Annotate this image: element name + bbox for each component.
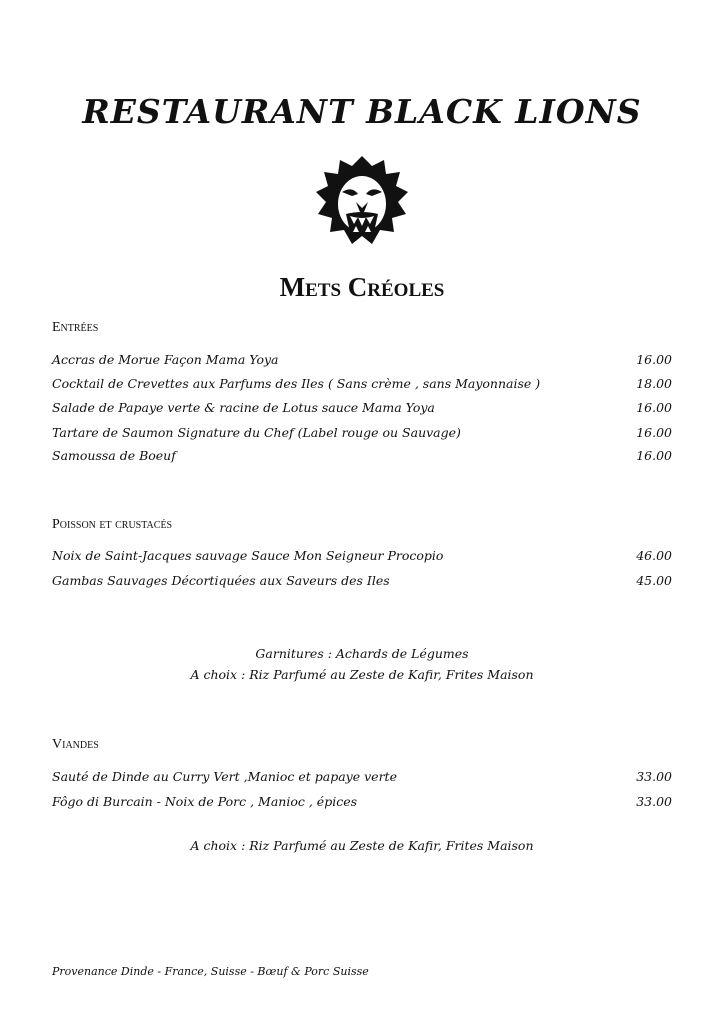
item-name: Fôgo di Burcain - Noix de Porc , Manioc , épices	[52, 794, 358, 809]
list-item	[52, 400, 672, 422]
list-item	[52, 352, 672, 374]
choix-note: A choix : Riz Parfumé au Zeste de Kafir, Frites Maison	[190, 667, 534, 682]
item-price: 16.00	[636, 352, 672, 367]
item-price: 45.00	[636, 573, 672, 588]
list-item	[52, 376, 672, 398]
item-name: Tartare de Saumon Signature du Chef (Label rouge ou Sauvage)	[52, 425, 461, 440]
lion-head-icon	[312, 152, 412, 252]
list-item	[52, 794, 672, 816]
list-item	[52, 769, 672, 791]
item-name: Accras de Morue Façon Mama Yoya	[52, 352, 279, 367]
list-item	[52, 448, 672, 470]
list-item	[52, 548, 672, 570]
item-name: Cocktail de Crevettes aux Parfums des Iles ( Sans crème , sans Mayonnaise )	[52, 376, 541, 391]
item-name: Gambas Sauvages Décortiquées aux Saveurs des Iles	[52, 573, 390, 588]
garnitures-note: Garnitures : Achards de Légumes	[255, 646, 469, 661]
item-price: 33.00	[636, 769, 672, 784]
item-price: 16.00	[636, 425, 672, 440]
item-name: Samoussa de Boeuf	[52, 448, 176, 463]
item-price: 46.00	[636, 548, 672, 563]
item-price: 16.00	[636, 400, 672, 415]
section-heading-entrees: Entrées	[52, 320, 99, 335]
item-name: Salade de Papaye verte & racine de Lotus sauce Mama Yoya	[52, 400, 435, 415]
section-heading-viandes: Viandes	[52, 737, 99, 752]
menu-title: Mets Créoles	[279, 272, 445, 302]
item-price: 18.00	[636, 376, 672, 391]
section-heading-poissons: Poisson et crustacés	[52, 517, 173, 532]
list-item	[52, 425, 672, 447]
choix-note: A choix : Riz Parfumé au Zeste de Kafir, Frites Maison	[190, 838, 534, 853]
restaurant-name: RESTAURANT BLACK LIONS	[82, 92, 642, 131]
provenance-note: Provenance Dinde - France, Suisse - Bœuf & Porc Suisse	[52, 965, 369, 978]
item-price: 33.00	[636, 794, 672, 809]
item-price: 16.00	[636, 448, 672, 463]
list-item	[52, 573, 672, 595]
item-name: Noix de Saint-Jacques sauvage Sauce Mon Seigneur Procopio	[52, 548, 444, 563]
item-name: Sauté de Dinde au Curry Vert ,Manioc et papaye verte	[52, 769, 397, 784]
